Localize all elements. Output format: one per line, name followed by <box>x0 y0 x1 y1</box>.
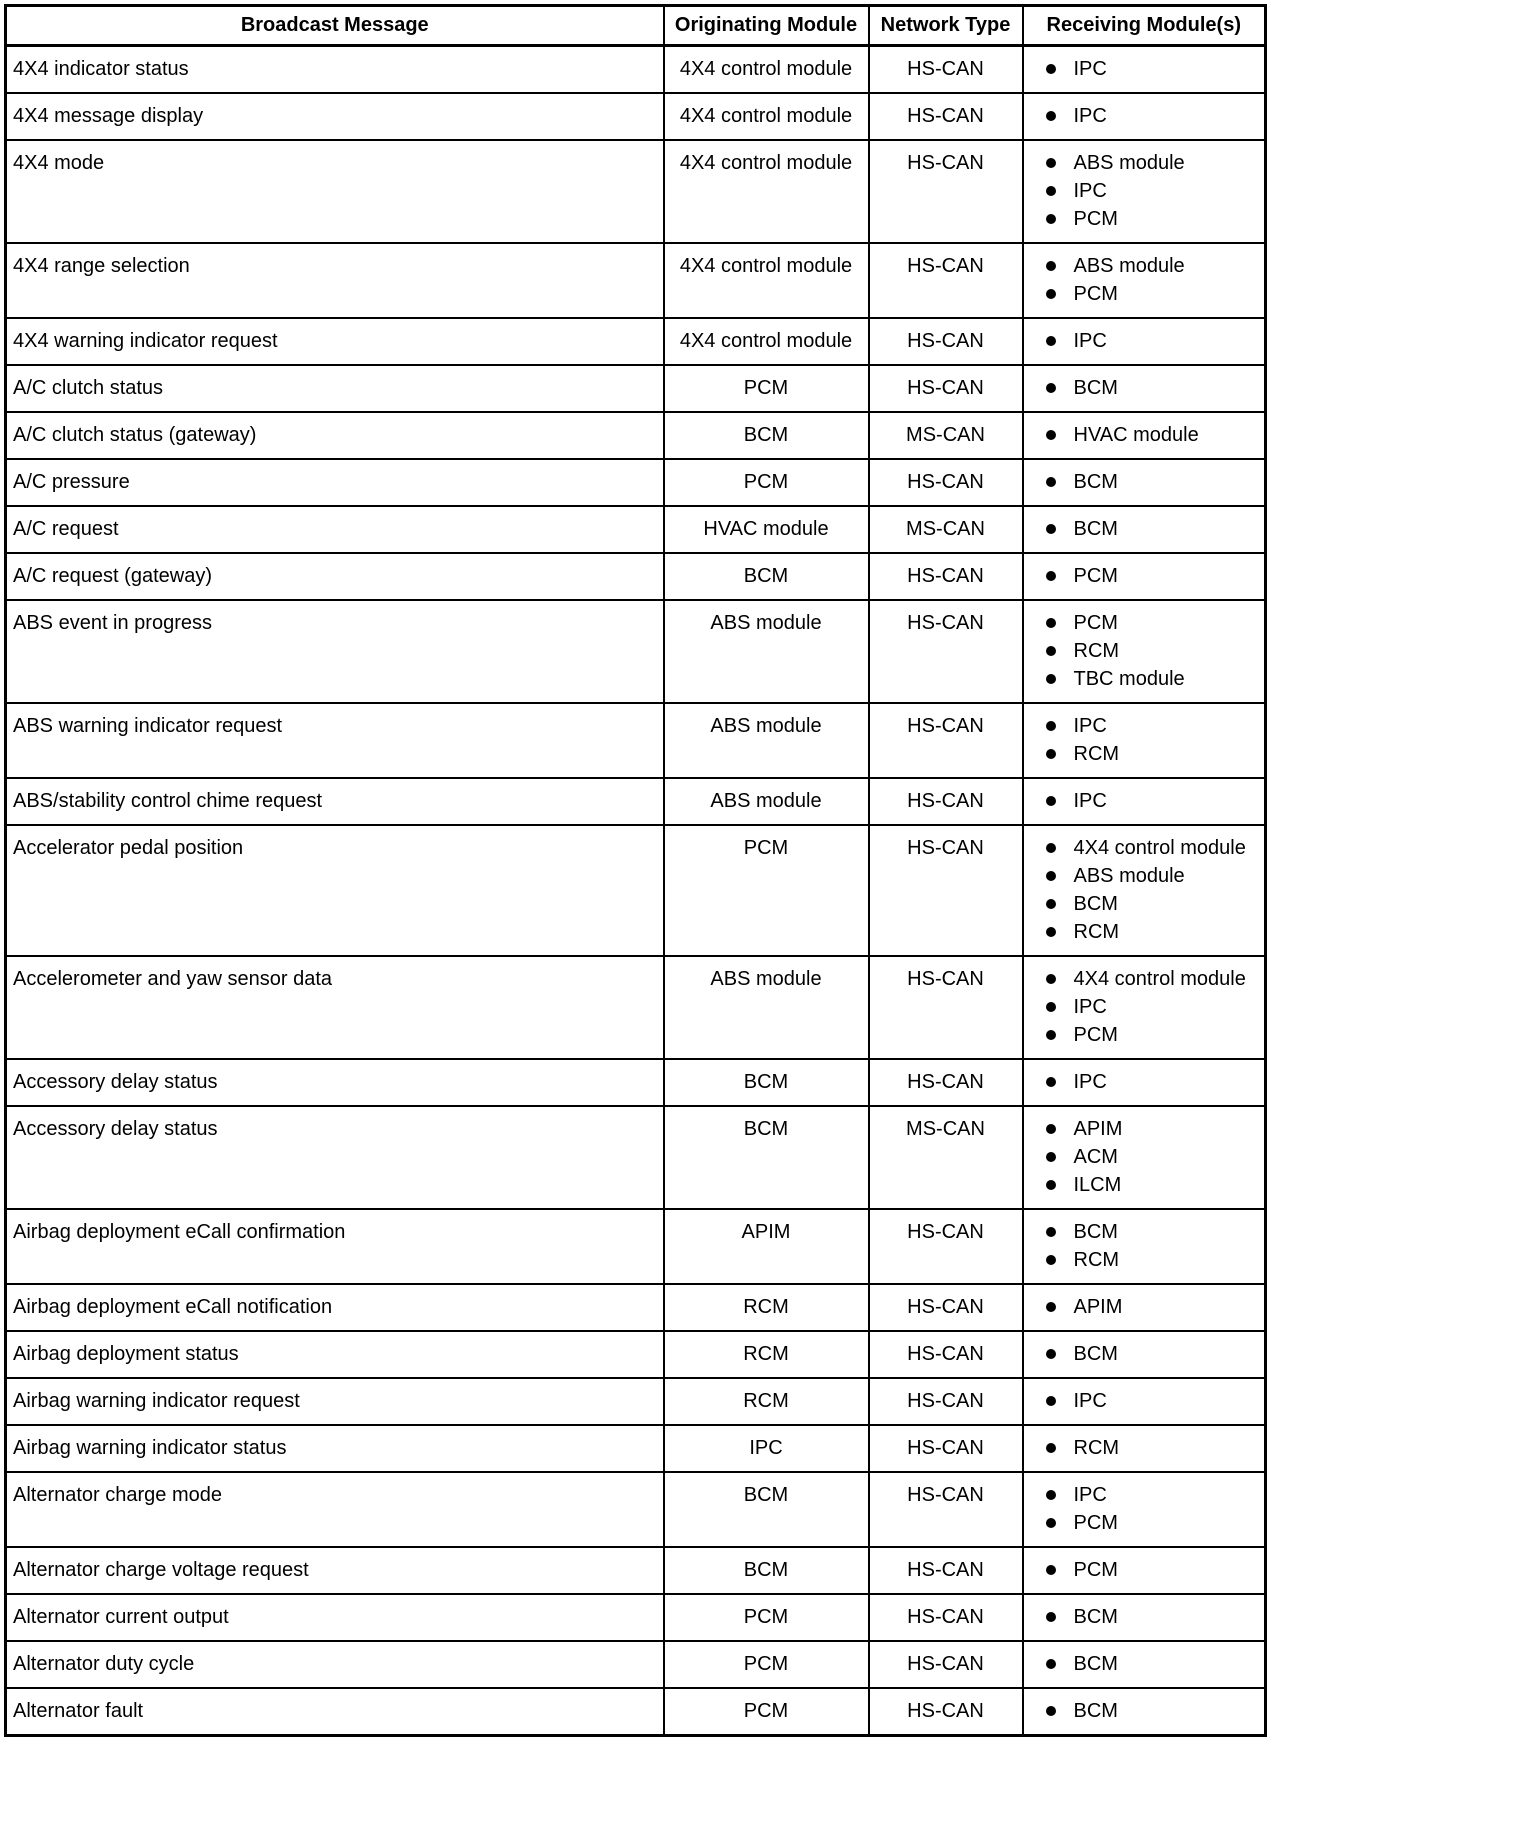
receiving-module-label: BCM <box>1073 893 1118 915</box>
bullet-icon <box>1046 1349 1056 1359</box>
receiving-module-item <box>1046 1509 1259 1537</box>
receiving-module-label: PCM <box>1073 283 1118 305</box>
bullet-icon <box>1046 571 1056 581</box>
receiving-module-item <box>1046 918 1259 946</box>
broadcast-message-cell: Accelerator pedal position <box>6 825 664 956</box>
receiving-module-item <box>1046 1697 1259 1725</box>
receiving-modules-cell <box>1023 1059 1266 1106</box>
network-type-cell: HS-CAN <box>869 553 1023 600</box>
broadcast-message-cell: Accelerometer and yaw sensor data <box>6 956 664 1059</box>
table-row <box>6 1106 1266 1209</box>
broadcast-message-cell: 4X4 indicator status <box>6 46 664 94</box>
broadcast-message-cell: Alternator current output <box>6 1594 664 1641</box>
network-type-cell: HS-CAN <box>869 600 1023 703</box>
network-type-cell: HS-CAN <box>869 1059 1023 1106</box>
originating-module-cell: RCM <box>664 1378 869 1425</box>
bullet-icon <box>1046 1302 1056 1312</box>
bullet-icon <box>1046 1124 1056 1134</box>
originating-module-cell: ABS module <box>664 956 869 1059</box>
originating-module-cell: 4X4 control module <box>664 243 869 318</box>
receiving-module-label: BCM <box>1073 1343 1118 1365</box>
originating-module-cell: BCM <box>664 553 869 600</box>
bullet-icon <box>1046 1152 1056 1162</box>
network-type-cell: HS-CAN <box>869 1594 1023 1641</box>
receiving-module-item <box>1046 834 1259 862</box>
originating-module-cell: HVAC module <box>664 506 869 553</box>
receiving-module-label: 4X4 control module <box>1073 837 1246 859</box>
table-row <box>6 1641 1266 1688</box>
bullet-icon <box>1046 618 1056 628</box>
network-type-cell: HS-CAN <box>869 956 1023 1059</box>
originating-module-cell: RCM <box>664 1284 869 1331</box>
receiving-modules-cell <box>1023 1106 1266 1209</box>
table-row <box>6 1594 1266 1641</box>
receiving-module-item <box>1046 102 1259 130</box>
receiving-module-item <box>1046 1481 1259 1509</box>
header-broadcast-message: Broadcast Message <box>6 6 664 46</box>
broadcast-message-cell: ABS event in progress <box>6 600 664 703</box>
bullet-icon <box>1046 1180 1056 1190</box>
network-type-cell: HS-CAN <box>869 243 1023 318</box>
table-row <box>6 1378 1266 1425</box>
receiving-modules-cell <box>1023 956 1266 1059</box>
originating-module-cell: ABS module <box>664 703 869 778</box>
bullet-icon <box>1046 111 1056 121</box>
broadcast-message-cell: Airbag deployment status <box>6 1331 664 1378</box>
bullet-icon <box>1046 64 1056 74</box>
bullet-icon <box>1046 749 1056 759</box>
originating-module-cell: 4X4 control module <box>664 46 869 94</box>
receiving-module-label: PCM <box>1073 1512 1118 1534</box>
receiving-module-label: 4X4 control module <box>1073 968 1246 990</box>
receiving-module-label: PCM <box>1073 1024 1118 1046</box>
receiving-module-label: RCM <box>1073 1437 1120 1459</box>
broadcast-message-cell: Alternator duty cycle <box>6 1641 664 1688</box>
network-type-cell: HS-CAN <box>869 1284 1023 1331</box>
originating-module-cell: PCM <box>664 1594 869 1641</box>
broadcast-message-cell: 4X4 range selection <box>6 243 664 318</box>
table-row <box>6 553 1266 600</box>
receiving-module-item <box>1046 637 1259 665</box>
bullet-icon <box>1046 214 1056 224</box>
header-network-type: Network Type <box>869 6 1023 46</box>
bullet-icon <box>1046 927 1056 937</box>
receiving-module-label: PCM <box>1073 208 1118 230</box>
header-receiving-modules: Receiving Module(s) <box>1023 6 1266 46</box>
bullet-icon <box>1046 524 1056 534</box>
receiving-module-label: PCM <box>1073 565 1118 587</box>
receiving-modules-cell <box>1023 553 1266 600</box>
broadcast-message-cell: ABS/stability control chime request <box>6 778 664 825</box>
broadcast-message-cell: Accessory delay status <box>6 1106 664 1209</box>
broadcast-message-table <box>4 4 1267 1737</box>
table-row <box>6 1425 1266 1472</box>
receiving-module-label: IPC <box>1073 180 1107 202</box>
network-type-cell: MS-CAN <box>869 506 1023 553</box>
bullet-icon <box>1046 336 1056 346</box>
bullet-icon <box>1046 843 1056 853</box>
broadcast-message-cell: Airbag deployment eCall confirmation <box>6 1209 664 1284</box>
network-type-cell: HS-CAN <box>869 1378 1023 1425</box>
table-row <box>6 459 1266 506</box>
originating-module-cell: ABS module <box>664 600 869 703</box>
table-row <box>6 506 1266 553</box>
bullet-icon <box>1046 646 1056 656</box>
broadcast-message-cell: A/C request (gateway) <box>6 553 664 600</box>
broadcast-message-cell: 4X4 message display <box>6 93 664 140</box>
receiving-module-item <box>1046 1293 1259 1321</box>
receiving-module-item <box>1046 374 1259 402</box>
broadcast-message-cell: Alternator charge voltage request <box>6 1547 664 1594</box>
network-type-cell: MS-CAN <box>869 1106 1023 1209</box>
receiving-module-label: RCM <box>1073 921 1120 943</box>
receiving-module-label: IPC <box>1073 58 1107 80</box>
receiving-modules-cell <box>1023 825 1266 956</box>
receiving-module-item <box>1046 712 1259 740</box>
receiving-modules-cell <box>1023 703 1266 778</box>
originating-module-cell: APIM <box>664 1209 869 1284</box>
table-row <box>6 778 1266 825</box>
receiving-module-label: BCM <box>1073 1700 1118 1722</box>
broadcast-message-cell: 4X4 warning indicator request <box>6 318 664 365</box>
receiving-modules-cell <box>1023 459 1266 506</box>
broadcast-message-cell: Airbag deployment eCall notification <box>6 1284 664 1331</box>
receiving-module-item <box>1046 1246 1259 1274</box>
bullet-icon <box>1046 1002 1056 1012</box>
receiving-modules-cell <box>1023 1594 1266 1641</box>
table-row <box>6 1547 1266 1594</box>
receiving-module-item <box>1046 890 1259 918</box>
receiving-module-label: BCM <box>1073 1221 1118 1243</box>
network-type-cell: MS-CAN <box>869 412 1023 459</box>
receiving-module-label: HVAC module <box>1073 424 1199 446</box>
receiving-modules-cell <box>1023 93 1266 140</box>
originating-module-cell: PCM <box>664 459 869 506</box>
originating-module-cell: RCM <box>664 1331 869 1378</box>
receiving-modules-cell <box>1023 243 1266 318</box>
receiving-module-item <box>1046 1434 1259 1462</box>
network-type-cell: HS-CAN <box>869 1472 1023 1547</box>
receiving-module-item <box>1046 1115 1259 1143</box>
receiving-module-label: IPC <box>1073 330 1107 352</box>
receiving-module-item <box>1046 1603 1259 1631</box>
bullet-icon <box>1046 899 1056 909</box>
bullet-icon <box>1046 261 1056 271</box>
network-type-cell: HS-CAN <box>869 365 1023 412</box>
originating-module-cell: IPC <box>664 1425 869 1472</box>
receiving-module-label: RCM <box>1073 743 1120 765</box>
bullet-icon <box>1046 796 1056 806</box>
originating-module-cell: PCM <box>664 365 869 412</box>
broadcast-message-cell: A/C request <box>6 506 664 553</box>
originating-module-cell: BCM <box>664 1472 869 1547</box>
table-row <box>6 1331 1266 1378</box>
broadcast-message-cell: A/C clutch status (gateway) <box>6 412 664 459</box>
bullet-icon <box>1046 1227 1056 1237</box>
receiving-module-item <box>1046 515 1259 543</box>
broadcast-message-cell: Accessory delay status <box>6 1059 664 1106</box>
receiving-module-label: BCM <box>1073 518 1118 540</box>
receiving-module-item <box>1046 468 1259 496</box>
bullet-icon <box>1046 477 1056 487</box>
receiving-modules-cell <box>1023 1209 1266 1284</box>
originating-module-cell: 4X4 control module <box>664 318 869 365</box>
header-row <box>6 6 1266 46</box>
table-row <box>6 1688 1266 1736</box>
originating-module-cell: 4X4 control module <box>664 93 869 140</box>
receiving-module-item <box>1046 280 1259 308</box>
bullet-icon <box>1046 674 1056 684</box>
receiving-module-item <box>1046 562 1259 590</box>
receiving-module-item <box>1046 1068 1259 1096</box>
receiving-modules-cell <box>1023 1284 1266 1331</box>
receiving-module-item <box>1046 862 1259 890</box>
receiving-module-label: IPC <box>1073 996 1107 1018</box>
receiving-module-item <box>1046 205 1259 233</box>
network-type-cell: HS-CAN <box>869 140 1023 243</box>
network-type-cell: HS-CAN <box>869 1688 1023 1736</box>
receiving-modules-cell <box>1023 1547 1266 1594</box>
receiving-module-item <box>1046 1171 1259 1199</box>
originating-module-cell: PCM <box>664 825 869 956</box>
network-type-cell: HS-CAN <box>869 46 1023 94</box>
receiving-module-label: IPC <box>1073 1071 1107 1093</box>
bullet-icon <box>1046 1565 1056 1575</box>
bullet-icon <box>1046 1706 1056 1716</box>
table-row <box>6 46 1266 94</box>
receiving-module-item <box>1046 609 1259 637</box>
bullet-icon <box>1046 974 1056 984</box>
receiving-modules-cell <box>1023 778 1266 825</box>
broadcast-message-cell: Airbag warning indicator status <box>6 1425 664 1472</box>
receiving-module-item <box>1046 149 1259 177</box>
receiving-module-label: PCM <box>1073 1559 1118 1581</box>
receiving-module-item <box>1046 327 1259 355</box>
network-type-cell: HS-CAN <box>869 825 1023 956</box>
network-type-cell: HS-CAN <box>869 1425 1023 1472</box>
bullet-icon <box>1046 1518 1056 1528</box>
receiving-module-item <box>1046 993 1259 1021</box>
receiving-module-item <box>1046 1021 1259 1049</box>
bullet-icon <box>1046 871 1056 881</box>
bullet-icon <box>1046 186 1056 196</box>
receiving-modules-cell <box>1023 365 1266 412</box>
receiving-module-label: RCM <box>1073 1249 1120 1271</box>
network-type-cell: HS-CAN <box>869 778 1023 825</box>
receiving-module-item <box>1046 665 1259 693</box>
originating-module-cell: PCM <box>664 1641 869 1688</box>
network-type-cell: HS-CAN <box>869 459 1023 506</box>
table-body <box>6 46 1266 1736</box>
bullet-icon <box>1046 430 1056 440</box>
broadcast-message-cell: Airbag warning indicator request <box>6 1378 664 1425</box>
receiving-module-item <box>1046 740 1259 768</box>
table-row <box>6 243 1266 318</box>
receiving-module-item <box>1046 965 1259 993</box>
receiving-modules-cell <box>1023 1472 1266 1547</box>
receiving-modules-cell <box>1023 412 1266 459</box>
originating-module-cell: PCM <box>664 1688 869 1736</box>
receiving-module-label: BCM <box>1073 471 1118 493</box>
receiving-module-label: PCM <box>1073 612 1118 634</box>
bullet-icon <box>1046 1612 1056 1622</box>
broadcast-message-cell: Alternator charge mode <box>6 1472 664 1547</box>
table-row <box>6 600 1266 703</box>
broadcast-message-cell: Alternator fault <box>6 1688 664 1736</box>
header-originating-module: Originating Module <box>664 6 869 46</box>
originating-module-cell: BCM <box>664 1059 869 1106</box>
receiving-module-item <box>1046 421 1259 449</box>
receiving-module-label: IPC <box>1073 1484 1107 1506</box>
receiving-module-label: ABS module <box>1073 255 1185 277</box>
receiving-module-item <box>1046 1143 1259 1171</box>
receiving-modules-cell <box>1023 140 1266 243</box>
network-type-cell: HS-CAN <box>869 93 1023 140</box>
table-row <box>6 1284 1266 1331</box>
receiving-modules-cell <box>1023 1378 1266 1425</box>
receiving-modules-cell <box>1023 46 1266 94</box>
network-type-cell: HS-CAN <box>869 1641 1023 1688</box>
bullet-icon <box>1046 1077 1056 1087</box>
bullet-icon <box>1046 1443 1056 1453</box>
receiving-module-label: BCM <box>1073 1653 1118 1675</box>
table-row <box>6 956 1266 1059</box>
receiving-module-label: APIM <box>1073 1118 1123 1140</box>
receiving-modules-cell <box>1023 1425 1266 1472</box>
network-type-cell: HS-CAN <box>869 703 1023 778</box>
receiving-module-label: ABS module <box>1073 865 1185 887</box>
receiving-module-item <box>1046 787 1259 815</box>
broadcast-message-cell: 4X4 mode <box>6 140 664 243</box>
receiving-modules-cell <box>1023 600 1266 703</box>
receiving-module-item <box>1046 1556 1259 1584</box>
network-type-cell: HS-CAN <box>869 1331 1023 1378</box>
network-type-cell: HS-CAN <box>869 1209 1023 1284</box>
originating-module-cell: BCM <box>664 1106 869 1209</box>
broadcast-message-cell: ABS warning indicator request <box>6 703 664 778</box>
receiving-module-item <box>1046 1218 1259 1246</box>
bullet-icon <box>1046 1490 1056 1500</box>
table-row <box>6 318 1266 365</box>
table-row <box>6 1472 1266 1547</box>
receiving-modules-cell <box>1023 1688 1266 1736</box>
bullet-icon <box>1046 1255 1056 1265</box>
receiving-module-item <box>1046 177 1259 205</box>
receiving-module-label: IPC <box>1073 105 1107 127</box>
receiving-module-item <box>1046 1387 1259 1415</box>
broadcast-message-cell: A/C clutch status <box>6 365 664 412</box>
table-row <box>6 1059 1266 1106</box>
receiving-module-item <box>1046 1340 1259 1368</box>
receiving-module-item <box>1046 55 1259 83</box>
broadcast-message-cell: A/C pressure <box>6 459 664 506</box>
table-row <box>6 412 1266 459</box>
receiving-modules-cell <box>1023 1331 1266 1378</box>
network-type-cell: HS-CAN <box>869 318 1023 365</box>
table-row <box>6 140 1266 243</box>
bullet-icon <box>1046 721 1056 731</box>
table-row <box>6 365 1266 412</box>
table-row <box>6 1209 1266 1284</box>
originating-module-cell: BCM <box>664 1547 869 1594</box>
receiving-module-label: IPC <box>1073 790 1107 812</box>
bullet-icon <box>1046 1659 1056 1669</box>
bullet-icon <box>1046 383 1056 393</box>
originating-module-cell: ABS module <box>664 778 869 825</box>
table-row <box>6 825 1266 956</box>
table-row <box>6 93 1266 140</box>
originating-module-cell: 4X4 control module <box>664 140 869 243</box>
receiving-modules-cell <box>1023 506 1266 553</box>
receiving-module-label: IPC <box>1073 715 1107 737</box>
bullet-icon <box>1046 1030 1056 1040</box>
receiving-module-label: ABS module <box>1073 152 1185 174</box>
bullet-icon <box>1046 289 1056 299</box>
receiving-module-label: TBC module <box>1073 668 1185 690</box>
receiving-module-label: APIM <box>1073 1296 1123 1318</box>
network-type-cell: HS-CAN <box>869 1547 1023 1594</box>
receiving-modules-cell <box>1023 1641 1266 1688</box>
receiving-module-label: ACM <box>1073 1146 1118 1168</box>
receiving-module-label: BCM <box>1073 377 1118 399</box>
receiving-module-label: IPC <box>1073 1390 1107 1412</box>
receiving-module-label: RCM <box>1073 640 1120 662</box>
receiving-module-label: BCM <box>1073 1606 1118 1628</box>
originating-module-cell: BCM <box>664 412 869 459</box>
receiving-modules-cell <box>1023 318 1266 365</box>
receiving-module-item <box>1046 1650 1259 1678</box>
receiving-module-item <box>1046 252 1259 280</box>
bullet-icon <box>1046 1396 1056 1406</box>
receiving-module-label: ILCM <box>1073 1174 1122 1196</box>
bullet-icon <box>1046 158 1056 168</box>
table-row <box>6 703 1266 778</box>
